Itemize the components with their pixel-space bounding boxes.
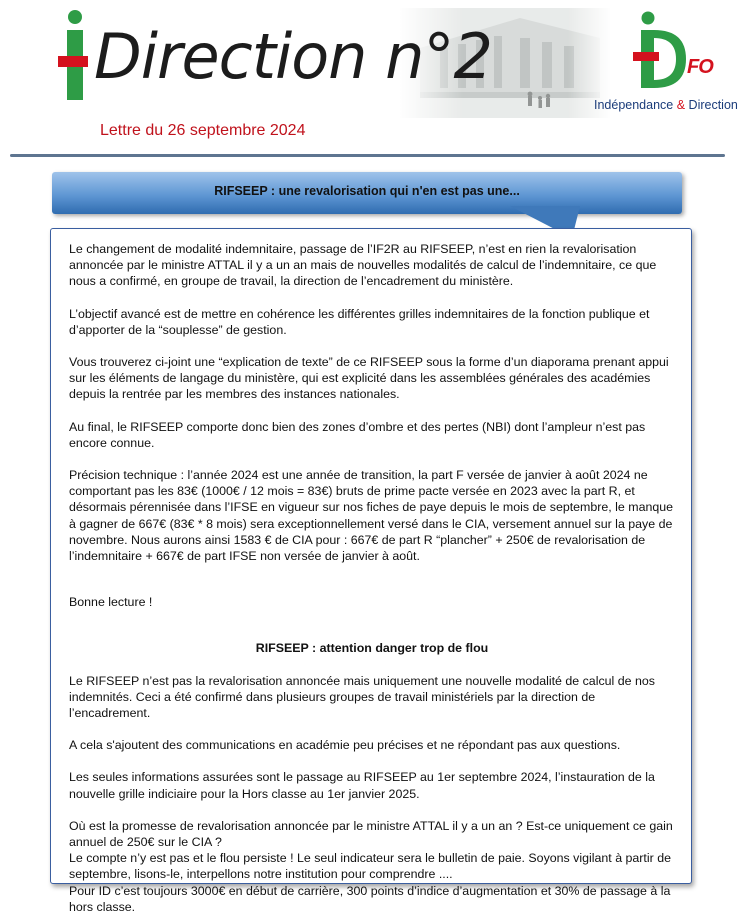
id-fo-logo <box>594 10 745 120</box>
paragraph: Le RIFSEEP n’est pas la revalorisation annoncée mais uniquement une nouvelle modalité de calcul de nos indemnités. Ceci a été confirmé dans plusieurs groupes de travail ministériels par la direction de l’encadrement. <box>69 673 655 721</box>
paragraph: Pour ID c’est toujours 3000€ en début de carrière, 300 points d’indice d’augmentation et 30% de passage à la hors classe. <box>69 883 671 914</box>
title-text: Direction n°2 <box>94 20 492 93</box>
paragraph: Le changement de modalité indemnitaire, passage de l’IF2R au RIFSEEP, n’est en rien la revalorisation annoncée par le ministre ATTAL il y a un an mais de nouvelles modalités de calcul de l’indemnitaire, ce que nous a confirmé, en groupe de travail, la direction de l’encadrement du ministère. <box>69 242 657 289</box>
tagline-part1: Indépendance <box>594 98 677 112</box>
logo-i-icon <box>52 8 98 104</box>
newsletter-title <box>52 8 492 108</box>
closing-line: Bonne lecture ! <box>69 595 153 610</box>
newsletter-header <box>0 0 745 160</box>
paragraph: Où est la promesse de revalorisation annoncée par le ministre ATTAL il y a un an ? Est-ce uniquement ce gain annuel de 250€ sur le CIA ? <box>69 818 673 850</box>
section-title: RIFSEEP : attention danger trop de flou <box>255 641 489 656</box>
tagline-part2: Direction <box>685 98 738 112</box>
paragraph: Le compte n’y est pas et le flou persiste ! Le seul indicateur sera le bulletin de paie. Soyons vigilant à partir de septembre, lisons-le, interpellons notre institution pour comprendre .... <box>69 851 671 882</box>
logo-id-icon <box>628 10 688 98</box>
paragraph: Précision technique : l’année 2024 est une année de transition, la part F versée de janvier à août 2024 ne comportant pas les 83€ (1000€ / 12 mois = 83€) bruts de prime pacte versée en 2023 avec la part R, et désormais pérennisée dans l’IFSE en vigueur sur nos fiches de paye depuis le mois de septembre, le manque à gagner de 667€ (83€ * 8 mois) sera exceptionnellement versé dans le CIA, versement annuel sur la paye de novembre. Nous aurons ainsi 1583 € de CIA pour : 667€ de part R “plancher” + 250€ de revalorisation de l’indemnitaire + 667€ de part IFSE non versée de janvier à août. <box>69 468 674 564</box>
article-content <box>69 241 675 915</box>
tagline <box>594 98 738 112</box>
fo-label: FO <box>687 56 713 78</box>
banner-title: RIFSEEP : une revalorisation qui n'en est pas une... <box>214 184 520 198</box>
paragraph: A cela s'ajoutent des communications en académie peu précises et ne répondant pas aux questions. <box>69 738 621 753</box>
letter-date: Lettre du 26 septembre 2024 <box>100 122 306 139</box>
paragraph: Les seules informations assurées sont le passage au RIFSEEP au 1er septembre 2024, l’instauration de la nouvelle grille indiciaire pour la Hors classe au 1er janvier 2025. <box>69 770 655 801</box>
header-divider <box>10 154 725 157</box>
tagline-amp: & <box>676 98 686 112</box>
paragraph: Au final, le RIFSEEP comporte donc bien des zones d’ombre et des pertes (NBI) dont l’ampleur n’est pas encore connue. <box>69 419 646 450</box>
article-box <box>50 228 692 914</box>
paragraph: L’objectif avancé est de mettre en cohérence les différentes grilles indemnitaires de la fonction publique et d’apporter de la “souplesse” de gestion. <box>69 306 650 337</box>
paragraph: Vous trouverez ci-joint une “explication de texte” de ce RIFSEEP sous la forme d’un diaporama prenant appui sur les éléments de langage du ministère, qui est explicité dans les assemblées générales des académies depuis la rentrée par les membres des instances nationales. <box>69 355 669 402</box>
